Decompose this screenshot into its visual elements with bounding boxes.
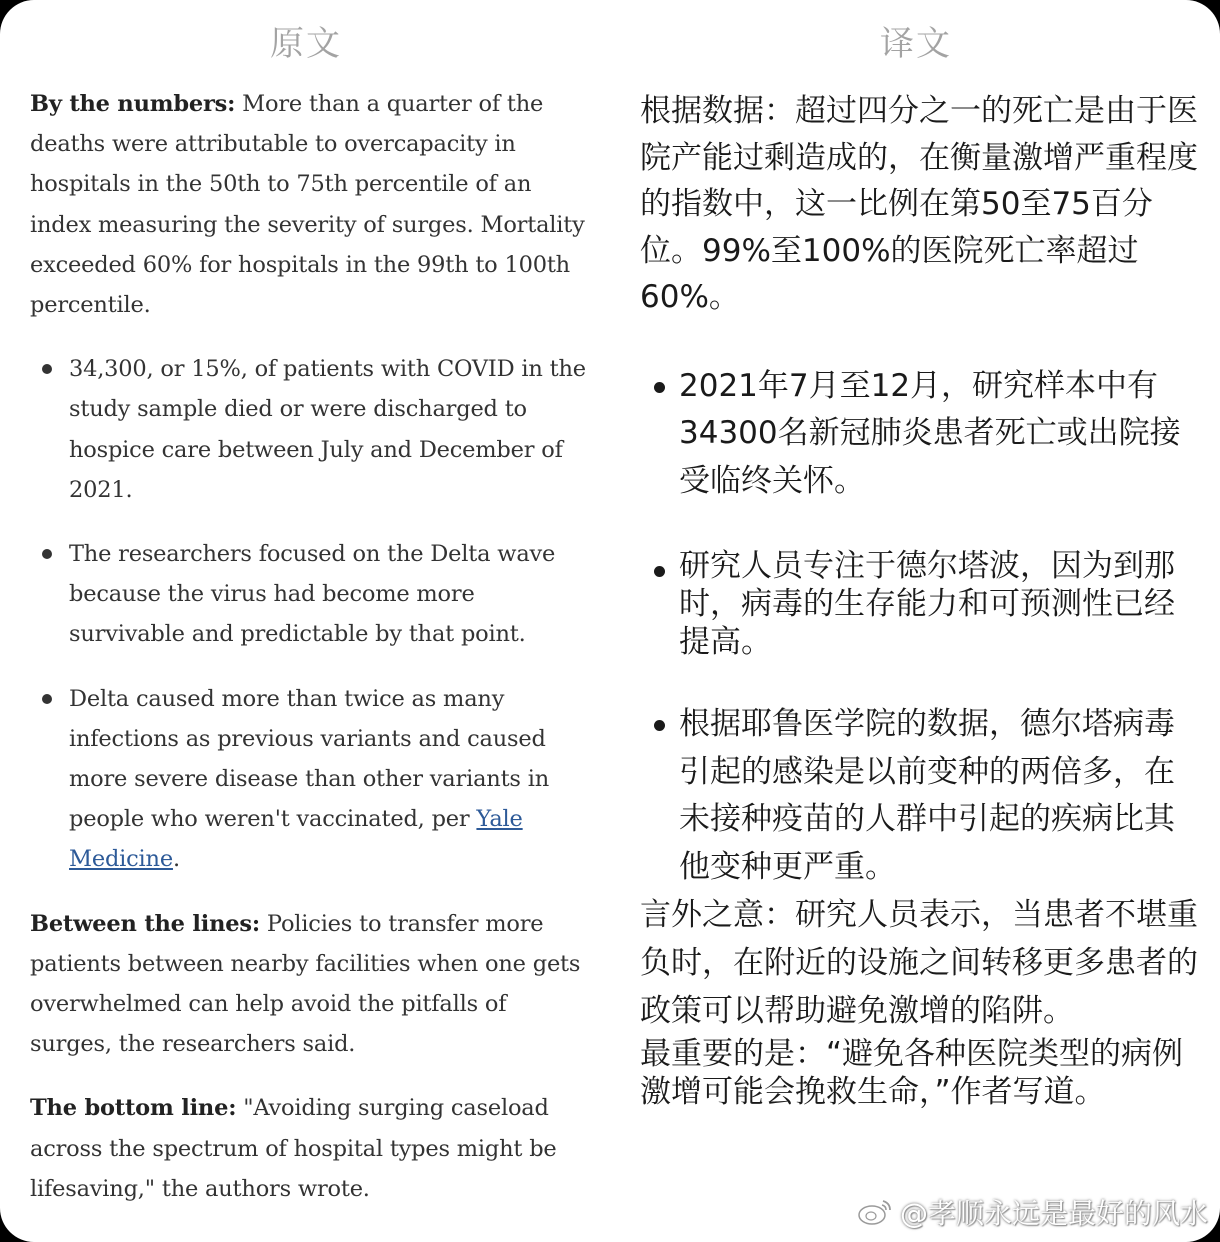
between-lines-text: Policies to transfer more patients between nearby facilities when one gets overwhelmed can help avoid the pitfalls of surges, the researchers said. [30,910,581,1058]
numbers-lead: By the numbers: [30,91,236,117]
bullet-2-text: The researchers focused on the Delta wave because the virus had become more survivable and predictable by that point. [69,541,556,648]
bullet-1-text: 34,300, or 15%, of patients with COVID in the study sample died or were discharged to hospice care between July and December of 2021. [69,356,586,503]
translation-bullet-2: 研究人员专注于德尔塔波，因为到那时，病毒的生存能力和可预测性已经提高。 [640,547,1200,661]
original-paragraph-numbers [30,84,590,325]
original-column [30,84,590,1209]
bullet-3-text: Delta caused more than twice as many infections as previous variants and caused more severe disease than other variants in people who weren't vaccinated, per [69,685,550,833]
weibo-icon [856,1197,894,1227]
translation-header: 译文 [880,24,952,64]
bullet-3-end: . [172,846,180,873]
yale-medicine-link[interactable]: Yale Medicine [69,806,523,873]
original-bullet-1 [30,349,590,510]
original-bullet-list [30,349,590,879]
translation-paragraph-between-lines: 言外之意：研究人员表示，当患者不堪重负时，在附近的设施之间转移更多患者的政策可以帮助避免激增的陷阱。 [640,897,1198,1029]
numbers-text: More than a quarter of the deaths were attributable to overcapacity in hospitals in the 50th to 75th percentile of an index measuring the severity of surges. Mortality exceeded 60% for hospitals in the 99th to 100th percentile. [30,91,585,319]
original-bullet-3 [30,679,590,880]
translation-column [640,88,1200,1111]
translation-paragraph-numbers: 根据数据：超过四分之一的死亡是由于医院产能过剩造成的，在衡量激增严重程度的指数中，这一比例在第50至75百分位。99%至100%的医院死亡率超过60%。 [640,93,1198,315]
translation-bullet-1: 2021年7月至12月，研究样本中有34300名新冠肺炎患者死亡或出院接受临终关怀。 [640,363,1200,506]
translation-bullet-3: 根据耶鲁医学院的数据，德尔塔病毒引起的感染是以前变种的两倍多，在未接种疫苗的人群中引起的疾病比其他变种更严重。 [640,701,1200,891]
original-paragraph-bottom-line [30,1088,590,1209]
translation-bullet-list [640,363,1200,892]
original-bullet-2 [30,534,590,655]
bottom-line-lead: The bottom line: [30,1095,237,1122]
original-paragraph-between-lines [30,904,590,1065]
bottom-line-text: "Avoiding surging caseload across the spectrum of hospital types might be lifesaving," the authors wrote. [30,1095,557,1202]
watermark-text: @孝顺永远是最好的风水 [899,1197,1208,1230]
between-lines-lead: Between the lines: [30,910,260,937]
original-header: 原文 [270,24,342,64]
translation-paragraph-bottom-line: 最重要的是：“避免各种医院类型的病例激增可能会挽救生命，”作者写道。 [640,1036,1184,1110]
watermark [856,1192,1208,1232]
